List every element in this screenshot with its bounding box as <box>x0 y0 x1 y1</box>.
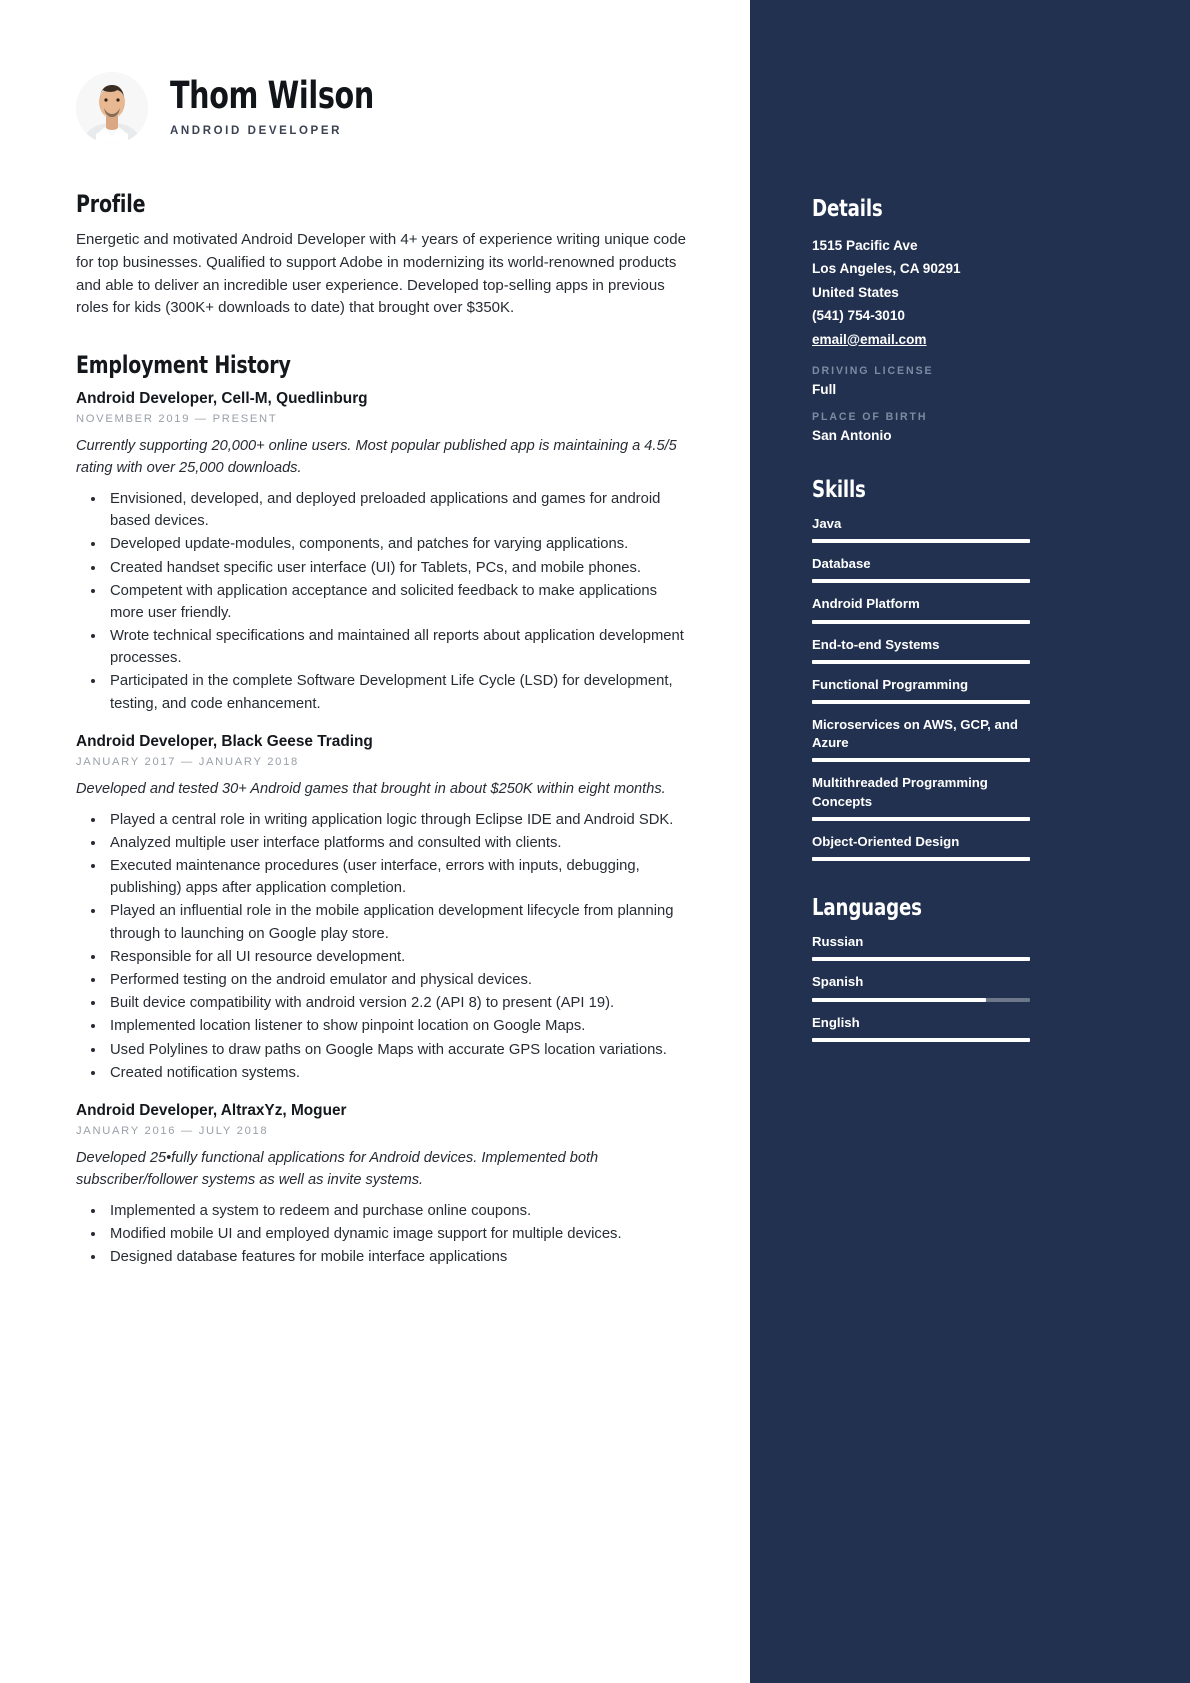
skill-label: End-to-end Systems <box>812 636 940 652</box>
skill-level-bar <box>812 758 1030 762</box>
address-line: 1515 Pacific Ave <box>812 238 918 253</box>
language-level-fill <box>812 957 1030 961</box>
language <box>812 933 1030 961</box>
employment-entry-dates: JANUARY 2016 — JULY 2018 <box>76 1124 269 1137</box>
employment-entry <box>76 1102 690 1268</box>
list-item: • Envisioned, developed, and deployed preloaded applications and games for android based devices. <box>106 488 690 532</box>
skill <box>812 515 1030 543</box>
employment-entry-bullets <box>106 488 690 715</box>
employment-entry-summary: Currently supporting 20,000+ online users. Most popular published app is maintaining a 4.5/5 rating with over 25,000 downloads. <box>76 438 677 477</box>
list-item: • Implemented location listener to show pinpoint location on Google Maps. <box>106 1015 690 1037</box>
skill-label: Microservices on AWS, GCP, and Azure <box>812 716 1018 751</box>
languages-list <box>812 933 1030 1042</box>
list-item: • Analyzed multiple user interface platforms and consulted with clients. <box>106 832 690 854</box>
list-item: • Played an influential role in the mobile application development lifecycle from planning through to launching on Google play store. <box>106 900 690 944</box>
address-line: (541) 754-3010 <box>812 308 905 324</box>
language-level-fill <box>812 998 986 1002</box>
address-line: Los Angeles, CA 90291 <box>812 261 961 277</box>
list-item: • Developed update-modules, components, and patches for varying applications. <box>106 533 690 555</box>
detail-field-value: Full <box>812 381 837 397</box>
list-item: • Modified mobile UI and employed dynamic image support for multiple devices. <box>106 1223 690 1245</box>
list-item: • Used Polylines to draw paths on Google Maps with accurate GPS location variations. <box>106 1039 690 1061</box>
skill <box>812 636 1030 664</box>
skill-label: Android Platform <box>812 596 920 612</box>
employment-entry-dates: NOVEMBER 2019 — PRESENT <box>76 413 278 426</box>
skill-level-bar <box>812 700 1030 704</box>
skill <box>812 833 1030 861</box>
list-item: • Built device compatibility with android version 2.2 (API 8) to present (API 19). <box>106 992 690 1014</box>
employment-entry-bullets <box>106 809 690 1084</box>
skill-label: Multithreaded Programming Concepts <box>812 775 988 809</box>
employment-entry-summary: Developed and tested 30+ Android games that brought in about $250K within eight months. <box>76 780 666 797</box>
detail-field-label: PLACE OF BIRTH <box>812 410 928 423</box>
skill-level-bar <box>812 579 1030 583</box>
skill-level-fill <box>812 817 1030 821</box>
language-level-bar <box>812 957 1030 961</box>
employment-entry <box>76 733 690 1084</box>
skills-heading: Skills <box>812 476 866 503</box>
skill-label: Java <box>812 515 842 531</box>
skill-level-fill <box>812 620 1030 624</box>
employment-entry-dates: JANUARY 2017 — JANUARY 2018 <box>76 755 299 768</box>
list-item: • Implemented a system to redeem and purchase online coupons. <box>106 1200 690 1222</box>
list-item: • Wrote technical specifications and maintained all reports about application development processes. <box>106 625 690 669</box>
skill-level-fill <box>812 660 1030 664</box>
skill-level-fill <box>812 579 1030 583</box>
detail-field-value: San Antonio <box>812 427 892 443</box>
skill-level-fill <box>812 857 1030 861</box>
email-link[interactable]: email@email.com <box>812 331 927 347</box>
details-heading: Details <box>812 196 883 222</box>
list-item: • Designed database features for mobile interface applications <box>106 1246 690 1268</box>
avatar <box>76 72 148 144</box>
sidebar <box>750 0 1190 1683</box>
skill <box>812 676 1030 704</box>
detail-fields <box>812 365 1030 443</box>
skill-level-bar <box>812 539 1030 543</box>
employment-heading: Employment History <box>76 351 291 380</box>
language-level-fill <box>812 1038 1030 1042</box>
skill-level-bar <box>812 620 1030 624</box>
list-item: • Competent with application acceptance and solicited feedback to make applications more user friendly. <box>106 580 690 624</box>
address-line: United States <box>812 284 899 300</box>
language-label: Spanish <box>812 974 864 990</box>
language-level-bar <box>812 998 1030 1002</box>
skill-level-fill <box>812 700 1030 704</box>
employment-entry <box>76 390 690 715</box>
skill-label: Database <box>812 556 871 572</box>
list-item: • Participated in the complete Software Development Life Cycle (LSD) for development, testing, and code enhancement. <box>106 670 690 714</box>
list-item: • Executed maintenance procedures (user interface, errors with inputs, debugging, publishing) apps after application completion. <box>106 855 690 899</box>
list-item: • Created handset specific user interface (UI) for Tablets, PCs, and mobile phones. <box>106 557 690 579</box>
employment-entry-summary: Developed 25•fully functional applications for Android devices. Implemented both subscriber/follower systems as well as invite systems. <box>76 1149 599 1188</box>
language-level-bar <box>812 1038 1030 1042</box>
list-item: • Performed testing on the android emulator and physical devices. <box>106 969 690 991</box>
portrait-photo-icon <box>76 72 148 144</box>
skill-level-bar <box>812 857 1030 861</box>
profile-text: Energetic and motivated Android Developer with 4+ years of experience writing unique code for top businesses. Qualified to support Adobe in modernizing its world-renowned products and able to deliver an incredible user experience. Developed top-selling apps in previous roles for kids (300K+ downloads to date) that brought over $350K. <box>76 231 686 317</box>
skill-level-fill <box>812 539 1030 543</box>
address-block <box>812 234 1030 328</box>
languages-heading: Languages <box>812 895 922 922</box>
page-title: Thom Wilson <box>170 74 374 118</box>
list-item: • Played a central role in writing application logic through Eclipse IDE and Android SDK. <box>106 809 690 831</box>
employment-list <box>76 390 690 1268</box>
skill-label: Object-Oriented Design <box>812 833 960 849</box>
employment-entry-title: Android Developer, AltraxYz, Moguer <box>76 1101 347 1119</box>
header-subtitle: ANDROID DEVELOPER <box>170 124 342 137</box>
skill-level-fill <box>812 758 1030 762</box>
detail-field-label: DRIVING LICENSE <box>812 364 934 377</box>
language <box>812 1014 1030 1042</box>
skill-level-bar <box>812 660 1030 664</box>
skills-list <box>812 515 1030 861</box>
employment-entry-bullets <box>106 1200 690 1269</box>
language-label: English <box>812 1014 860 1030</box>
skill-label: Functional Programming <box>812 676 969 692</box>
language-label: Russian <box>812 934 864 950</box>
resume-header <box>76 72 690 144</box>
skill <box>812 555 1030 583</box>
skill <box>812 774 1030 820</box>
name-block <box>170 74 407 139</box>
employment-entry-title: Android Developer, Cell-M, Quedlinburg <box>76 390 368 408</box>
list-item: • Responsible for all UI resource development. <box>106 946 690 968</box>
profile-heading: Profile <box>76 190 146 218</box>
skill <box>812 595 1030 623</box>
employment-entry-title: Android Developer, Black Geese Trading <box>76 732 373 750</box>
skill <box>812 716 1030 762</box>
skill-level-bar <box>812 817 1030 821</box>
language <box>812 973 1030 1001</box>
list-item: • Created notification systems. <box>106 1062 690 1084</box>
